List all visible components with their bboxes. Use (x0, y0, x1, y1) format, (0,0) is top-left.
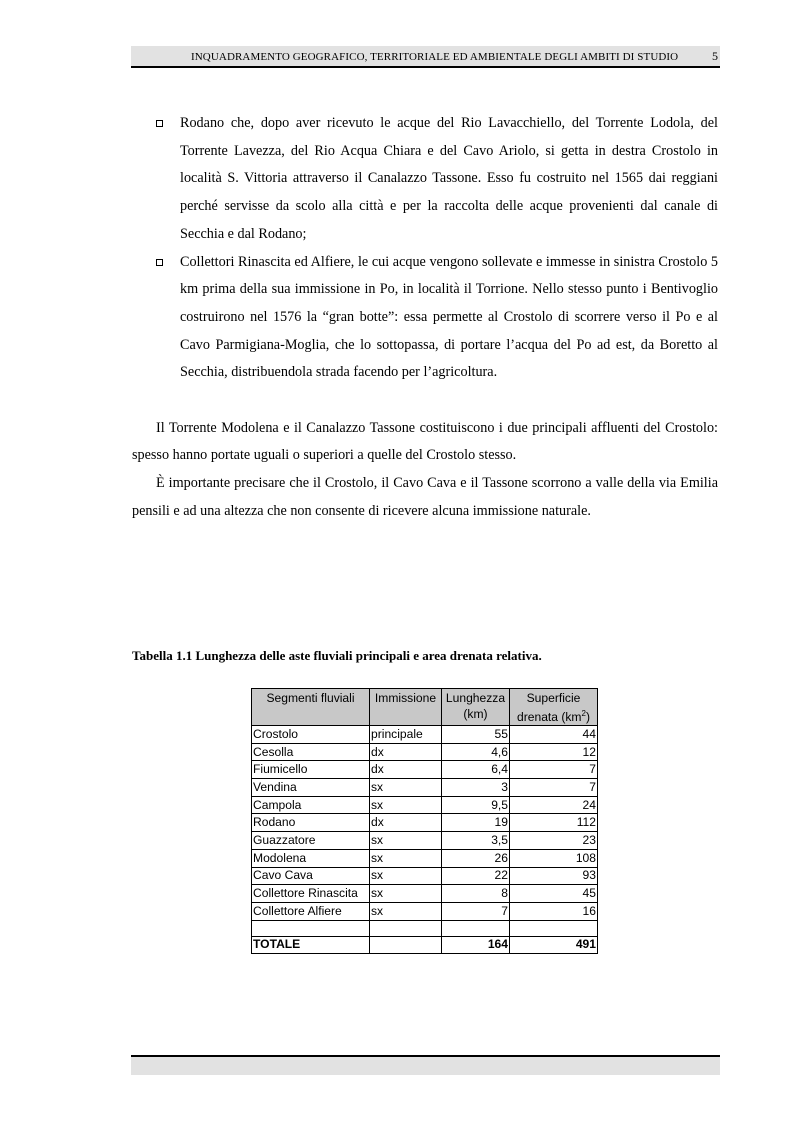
table-row (252, 796, 598, 814)
cell-name: Crostolo (252, 726, 370, 744)
square-bullet-icon (156, 120, 163, 127)
table-caption: Tabella 1.1 Lunghezza delle aste fluviali principali e area drenata relativa. (132, 648, 542, 663)
cell-len: 9,5 (442, 796, 510, 814)
cell-len: 19 (442, 814, 510, 832)
page-number: 5 (712, 49, 718, 63)
paragraph: Il Torrente Modolena e il Canalazzo Tassone costituiscono i due principali affluenti del Crostolo: spesso hanno portate uguali o superiori a quelle del Crostolo stesso. (132, 419, 718, 464)
cell-len: 7 (442, 902, 510, 920)
table-row (252, 779, 598, 797)
blank-row (252, 920, 598, 936)
cell-area: 44 (510, 726, 598, 744)
cell-name: Modolena (252, 849, 370, 867)
col-header-segmenti: Segmenti fluviali (252, 689, 370, 726)
page-header (131, 46, 720, 68)
cell-imm: sx (370, 849, 442, 867)
cell-imm: sx (370, 779, 442, 797)
paragraph: È importante precisare che il Crostolo, il Cavo Cava e il Tassone scorrono a valle della via Emilia pensili e ad una altezza che non consente di ricevere alcuna immissione naturale. (132, 475, 718, 519)
cell-area: 7 (510, 779, 598, 797)
page-footer (131, 1055, 720, 1075)
cell-area: 23 (510, 832, 598, 850)
cell-imm: sx (370, 867, 442, 885)
table-row (252, 761, 598, 779)
cell-area: 112 (510, 814, 598, 832)
cell-name: Vendina (252, 779, 370, 797)
table-header-row (252, 689, 598, 726)
cell-name: Collettore Rinascita (252, 885, 370, 903)
cell-imm: dx (370, 814, 442, 832)
cell-len: 22 (442, 867, 510, 885)
table-row (252, 743, 598, 761)
table-row (252, 849, 598, 867)
col-header-lunghezza: Lunghezza (km) (442, 689, 510, 726)
cell-imm: dx (370, 761, 442, 779)
rivers-table (251, 688, 598, 954)
cell-len: 3,5 (442, 832, 510, 850)
cell-area: 12 (510, 743, 598, 761)
cell-len: 3 (442, 779, 510, 797)
cell-area: 45 (510, 885, 598, 903)
header-title: INQUADRAMENTO GEOGRAFICO, TERRITORIALE ED AMBIENTALE DEGLI AMBITI DI STUDIO (191, 51, 679, 63)
cell-imm: sx (370, 796, 442, 814)
cell-name: Cavo Cava (252, 867, 370, 885)
cell-imm: sx (370, 885, 442, 903)
table-row (252, 814, 598, 832)
cell-name: Fiumicello (252, 761, 370, 779)
total-row: TOTALE 164 491 (252, 936, 598, 954)
cell-area: 93 (510, 867, 598, 885)
table-row (252, 867, 598, 885)
cell-len: 26 (442, 849, 510, 867)
cell-area: 7 (510, 761, 598, 779)
bullet-list (132, 110, 718, 387)
cell-len: 4,6 (442, 743, 510, 761)
cell-name: Campola (252, 796, 370, 814)
table-row (252, 832, 598, 850)
cell-name: Collettore Alfiere (252, 902, 370, 920)
bullet-item: Collettori Rinascita ed Alfiere, le cui acque vengono sollevate e immesse in sinistra Crostolo 5 km prima della sua immissione in Po, in località il Torrione. Nello stesso punto i Bentivoglio costruirono nel 1576 la “gran botte”: essa permette al Crostolo di scorrere verso il Po e al Cavo Parmigiana-Moglia, che lo sottopassa, di portare l’acqua del Po ad est, da Boretto al Secchia, distribuendola strada facendo per l’agricoltura. (180, 249, 718, 388)
square-bullet-icon (156, 259, 163, 266)
cell-imm: principale (370, 726, 442, 744)
cell-imm: dx (370, 743, 442, 761)
cell-imm: sx (370, 902, 442, 920)
cell-imm: sx (370, 832, 442, 850)
cell-len: 6,4 (442, 761, 510, 779)
col-header-superficie: Superficie drenata $(km^2)$ (510, 689, 598, 726)
cell-area: 108 (510, 849, 598, 867)
body-text (132, 110, 718, 526)
cell-area: 24 (510, 796, 598, 814)
col-header-immissione: Immissione (370, 689, 442, 726)
cell-name: Cesolla (252, 743, 370, 761)
cell-len: 55 (442, 726, 510, 744)
table-row (252, 885, 598, 903)
bullet-item: Rodano che, dopo aver ricevuto le acque del Rio Lavacchiello, del Torrente Lodola, del Torrente Lavezza, del Rio Acqua Chiara e del Cavo Ariolo, si getta in destra Crostolo in località S. Vittoria attraverso il Canalazzo Tassone. Esso fu costruito nel 1565 dai reggiani perché servisse da scolo alla città e per la raccolta delle acque provenienti dal canale di Secchia e dal Rodano; (180, 110, 718, 249)
cell-name: Rodano (252, 814, 370, 832)
table-row (252, 902, 598, 920)
cell-name: Guazzatore (252, 832, 370, 850)
cell-area: 16 (510, 902, 598, 920)
table-row (252, 726, 598, 744)
cell-len: 8 (442, 885, 510, 903)
